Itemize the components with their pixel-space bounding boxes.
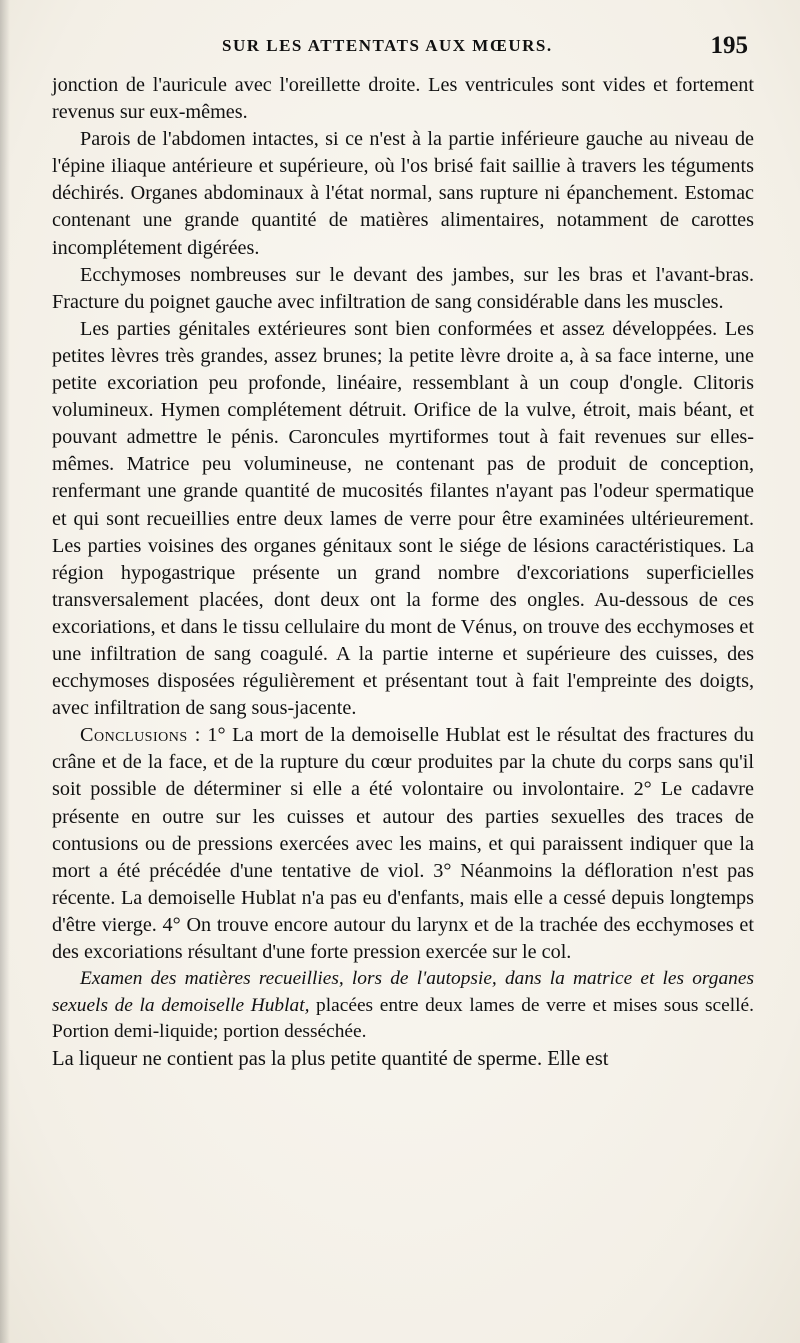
examination-text: placées entre deux lames de verre et mises sous scellé. Portion demi-liquide; portion desséchée.	[52, 994, 754, 1043]
running-title: SUR LES ATTENTATS AUX MŒURS.	[222, 36, 553, 55]
paragraph-heart-continuation: jonction de l'auricule avec l'oreillette droite. Les ventricules sont vides et fortement revenus sur eux-mêmes.	[52, 74, 754, 124]
conclusions-label: Conclusions :	[80, 724, 201, 747]
page-number: 195	[710, 32, 748, 59]
paragraph-ecchymoses: Ecchymoses nombreuses sur le devant des jambes, sur les bras et l'avant-bras. Fracture du poignet gauche avec infiltration de sang considérable dans les muscles.	[52, 263, 754, 313]
page-gutter-shadow	[0, 0, 10, 1343]
conclusions-text: 1° La mort de la demoiselle Hublat est le résultat des fractures du crâne et de la face, et de la rupture du cœur produites par la chute du corps sans qu'il soit possible de déterminer si elle a été volontaire ou involontaire. 2° Le cadavre présente en outre sur les cuisses et autour des parties sexuelles des traces de contusions ou de pressions exercées avec les mains, et qui paraissent indiquer que la mort a été précédée d'une tentative de viol. 3° Néanmoins la défloration n'est pas récente. La demoiselle Hublat n'a pas eu d'enfants, mais elle a cessé depuis longtemps d'être vierge. 4° On trouve encore autour du larynx et de la trachée des ecchymoses et des excoriations résultant d'une forte pression exercée sur le col.	[52, 724, 754, 963]
paragraph-genital-parts: Les parties génitales extérieures sont bien conformées et assez développées. Les petites lèvres très grandes, assez brunes; la petite lèvre droite a, à sa face interne, une petite excoriation peu profonde, linéaire, ressemblant à un coup d'ongle. Clitoris volumineux. Hymen complétement détruit. Orifice de la vulve, étroit, mais béant, et pouvant admettre le pénis. Caroncules myrtiformes tout à fait revenues sur elles-mêmes. Matrice peu volumineuse, ne contenant pas de produit de conception, renfermant une grande quantité de mucosités filantes n'ayant pas l'odeur spermatique et qui sont recueillies entre deux lames de verre pour être examinées ultérieurement. Les parties voisines des organes génitaux sont le siége de lésions caractéristiques. La région hypogastrique présente un grand nombre d'excoriations superficielles transversalement placées, dont deux ont la forme des ongles. Au-dessous de ces excoriations, et dans le tissu cellulaire du mont de Vénus, on trouve des ecchymoses et une infiltration de sang coagulé. A la partie interne et supérieure des cuisses, des ecchymoses disposées régulièrement et présentant tout à fait l'empreinte des doigts, avec infiltration de sang sous-jacente.	[52, 317, 754, 720]
examination-heading: Examen des matières recueillies, lors de l'autopsie, dans la matrice et les organes sexuels de la demoiselle Hublat,	[52, 968, 754, 1016]
paragraph-abdomen: Parois de l'abdomen intactes, si ce n'est à la partie inférieure gauche au niveau de l'épine iliaque antérieure et supérieure, où l'os brisé fait saillie à travers les téguments déchirés. Organes abdominaux à l'état normal, sans rupture ni épanchement. Estomac contenant une grande quantité de matières alimentaires, notamment de carottes incomplétement digérées.	[52, 128, 754, 259]
paragraph-examination	[52, 966, 754, 1046]
paragraph-liquor: La liqueur ne contient pas la plus petite quantité de sperme. Elle est	[52, 1047, 609, 1070]
paragraph-conclusions	[52, 722, 754, 966]
body-text	[52, 72, 754, 1073]
running-head	[52, 28, 754, 72]
